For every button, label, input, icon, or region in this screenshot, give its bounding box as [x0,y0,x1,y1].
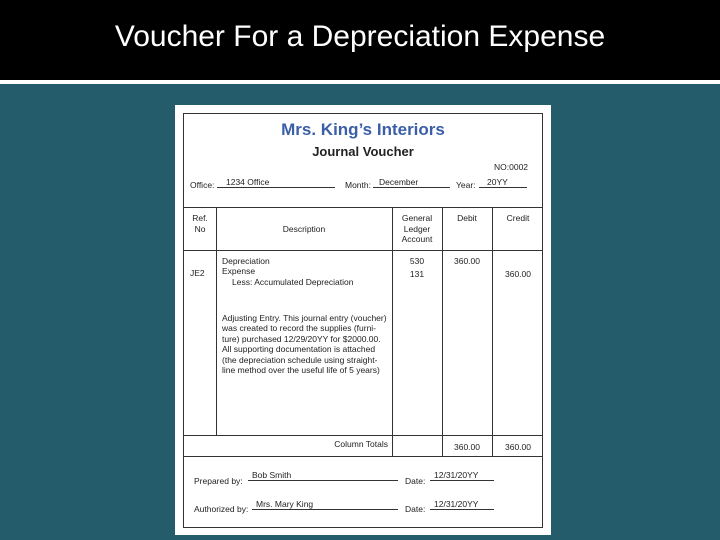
col-header-gl-line2: Ledger [403,223,431,234]
totals-top-rule [184,435,542,436]
journal-voucher [183,113,543,528]
slide-title: Voucher For a Depreciation Expense [114,20,606,53]
entry-credit: 360.00 [505,269,531,279]
prepared-by-label: Prepared by: [194,476,243,486]
office-value [217,177,335,188]
office-label: Office: [190,180,215,190]
col-divider-ref [216,207,217,435]
entry-gl-debit: 530 [409,256,425,266]
office-value-text: 1234 Office [226,177,270,187]
slide-title-bar [0,0,720,80]
table-top-rule [184,207,542,208]
col-header-ref-line1: Ref. [192,213,208,223]
note-line-2: was created to record the supplies (furni- [222,323,377,334]
totals-label: Column Totals [334,439,388,449]
col-header-credit: Credit [506,213,530,223]
entry-gl-credit: 131 [409,269,425,279]
prepared-by-field [248,470,398,481]
authorized-by-name: Mrs. Mary King [256,499,314,509]
col-header-ref-line2: No [194,223,206,234]
prepared-by-name: Bob Smith [252,470,292,480]
totals-credit: 360.00 [505,442,531,452]
col-header-gl-line1: General [401,213,433,223]
entry-desc-line2: Expense [222,266,256,277]
title-divider [0,80,720,84]
authorized-by-field [252,499,398,510]
totals-debit: 360.00 [454,442,480,452]
col-divider-gl [442,207,443,456]
month-value-text: December [379,177,419,187]
year-value-text: 20YY [487,177,508,187]
note-line-1: Adjusting Entry. This journal entry (voucher) [222,313,387,323]
table-bottom-rule [184,456,542,457]
note-line-3: ture) purchased 12/29/20YY for $2000.00. [222,333,381,344]
col-header-gl [392,213,442,245]
note-line-6: line method over the useful life of 5 years) [222,365,380,376]
header-bottom-rule [184,250,542,251]
col-divider-debit [492,207,493,456]
authorized-date-label: Date: [405,504,426,514]
entry-debit: 360.00 [454,256,480,266]
prepared-date-value: 12/31/20YY [434,470,479,480]
entry-note [222,313,387,375]
month-label: Month: [345,180,371,190]
year-value [479,177,527,188]
note-line-5: (the depreciation schedule using straight- [222,354,378,365]
authorized-by-label: Authorized by: [194,504,249,514]
col-header-description: Description [282,224,326,234]
authorized-date-value: 12/31/20YY [434,499,479,509]
voucher-number: NO:0002 [494,162,529,172]
col-header-ref [184,213,216,234]
voucher-image [175,105,551,535]
entry-desc-line1: Depreciation [222,256,270,266]
entry-description [222,256,353,287]
month-value [373,177,450,188]
voucher-title: Journal Voucher [312,144,414,159]
col-header-debit: Debit [457,213,477,223]
authorized-date-field [430,499,494,510]
company-name: Mrs. King’s Interiors [281,120,445,139]
prepared-date-label: Date: [405,476,426,486]
entry-less-line: Less: Accumulated Depreciation [232,276,354,287]
prepared-date-field [430,470,494,481]
col-header-gl-line3: Account [401,234,433,244]
year-label: Year: [456,180,476,190]
note-line-4: All supporting documentation is attached [222,344,376,355]
entry-ref: JE2 [190,268,205,278]
